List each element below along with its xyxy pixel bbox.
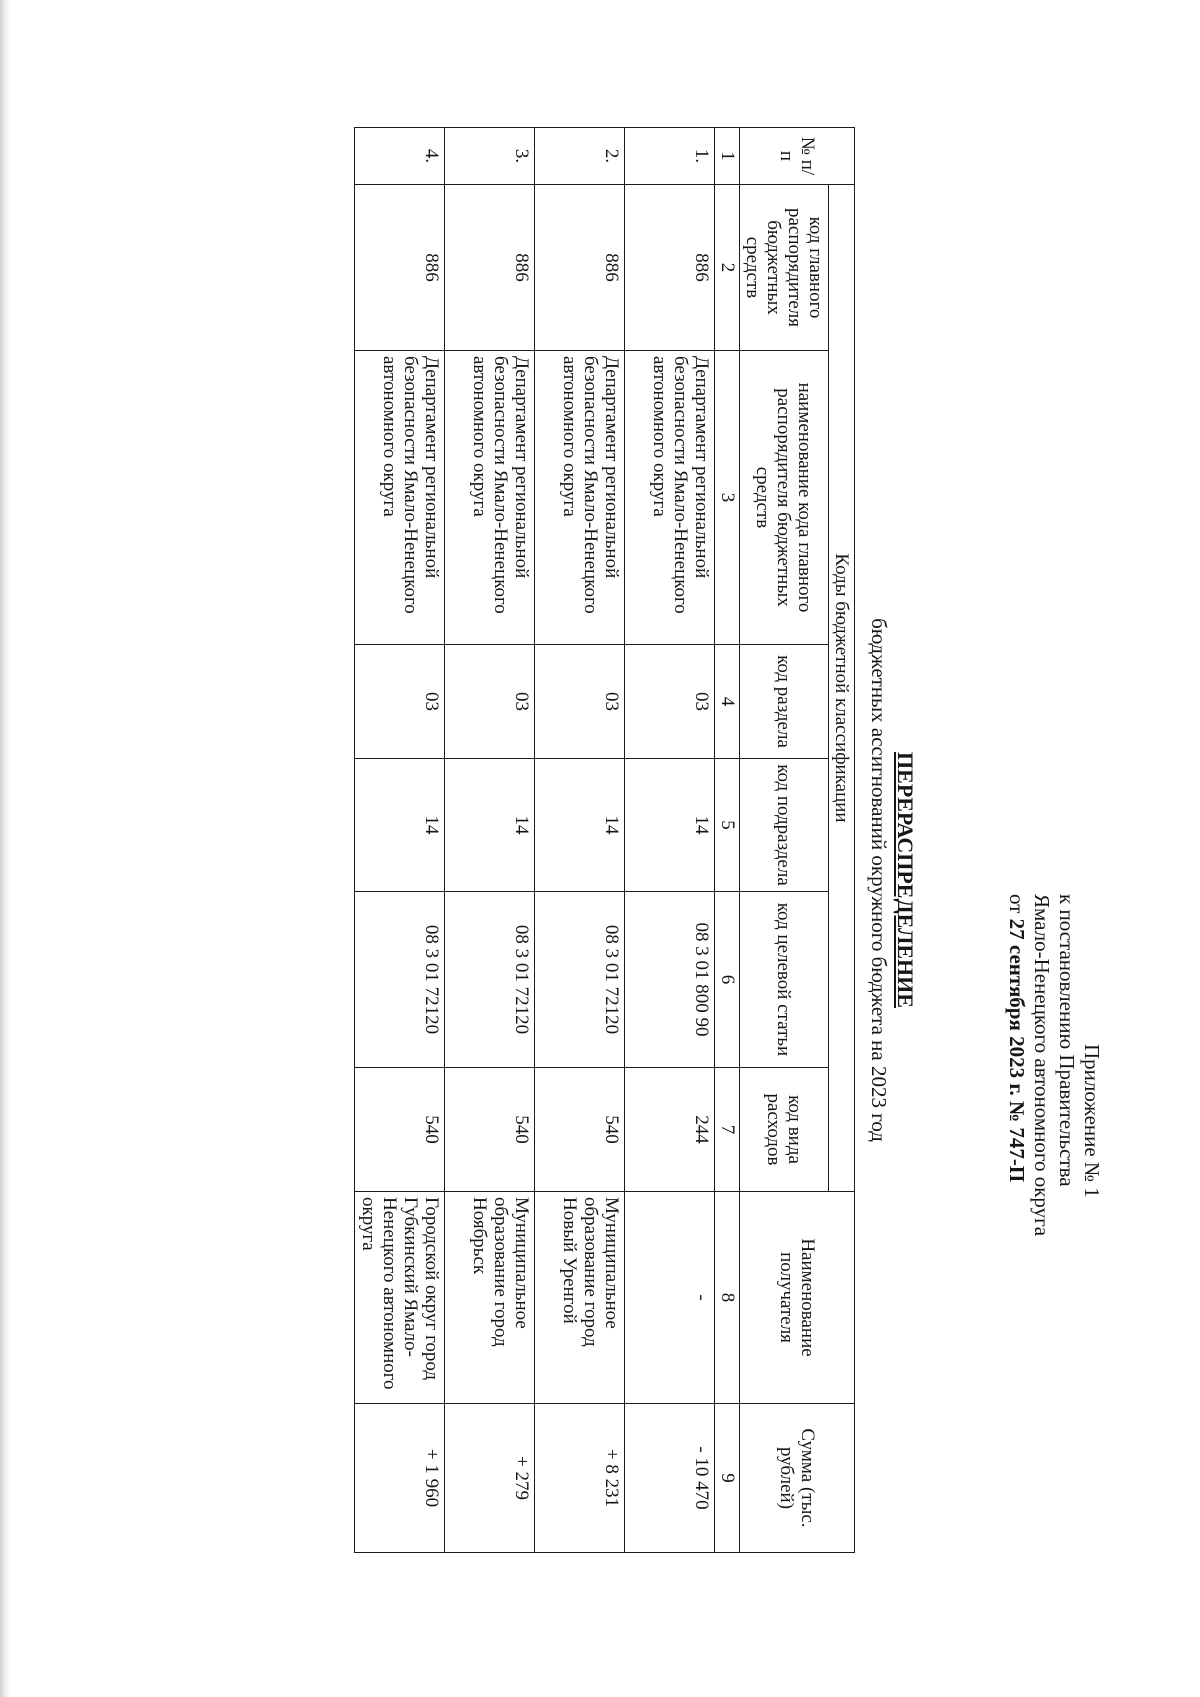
row-subsection: 14 [535,759,625,892]
row-recipient: - [625,1192,715,1404]
row-grbs-name: Департамент региональной безопасности Ямало-Ненецкого автономного округа [445,351,535,645]
appendix-date-prefix: от [1005,894,1029,919]
column-number: 4 [715,645,740,759]
row-num: 1. [625,128,715,185]
row-subsection: 14 [355,759,445,892]
row-subsection: 14 [625,759,715,892]
row-expense-type: 540 [445,1068,535,1192]
row-expense-type: 540 [535,1068,625,1192]
row-subsection: 14 [445,759,535,892]
column-number: 2 [715,185,740,351]
row-section: 03 [625,645,715,759]
table-row [355,128,445,1553]
header-num: № п/п [740,128,855,185]
appendix-region: Ямало-Ненецкого автономного округа [1030,894,1054,1237]
header-amount: Сумма (тыс. рублей) [740,1404,855,1553]
header-expense-type: код вида расходов [740,1068,829,1192]
appendix-date-line [1004,894,1029,1514]
row-recipient: Муниципальное образование город Новый Уренгой [535,1192,625,1404]
row-target: 08 3 01 72120 [535,892,625,1068]
row-num: 4. [355,128,445,185]
table-row [535,128,625,1553]
column-number: 5 [715,759,740,892]
document-subtitle: бюджетных ассигнований окружного бюджета на 2023 год [867,618,891,1142]
appendix-block [1004,894,1104,1514]
header-recipient: Наименование получателя [740,1192,855,1404]
header-subsection: код подраздела [740,759,829,892]
row-grbs-name: Департамент региональной безопасности Ямало-Ненецкого автономного округа [355,351,445,645]
header-section: код раздела [740,645,829,759]
row-target: 08 3 01 800 90 [625,892,715,1068]
column-number: 6 [715,892,740,1068]
header-grbs-code: код главного распорядителя бюджетных средств [740,185,829,351]
column-number: 1 [715,128,740,185]
row-amount: + 279 [445,1404,535,1553]
appendix-date-number: 27 сентября 2023 г. № 747-П [1005,918,1029,1183]
row-grbs-code: 886 [625,185,715,351]
row-grbs-code: 886 [535,185,625,351]
column-number: 7 [715,1068,740,1192]
row-target: 08 3 01 72120 [445,892,535,1068]
column-number: 3 [715,351,740,645]
row-recipient: Муниципальное образование город Ноябрьск [445,1192,535,1404]
row-amount: + 1 960 [355,1404,445,1553]
header-grbs-name: наименование кода главного распорядителя бюджетных средств [740,351,829,645]
row-target: 08 3 01 72120 [355,892,445,1068]
row-section: 03 [445,645,535,759]
row-num: 3. [445,128,535,185]
row-recipient: Городской округ город Губкинский Ямало-Ненецкого автономного округа [355,1192,445,1404]
row-section: 03 [535,645,625,759]
header-target: код целевой статьи [740,892,829,1068]
row-section: 03 [355,645,445,759]
row-expense-type: 244 [625,1068,715,1192]
header-budget-codes: Коды бюджетной классификации [829,185,855,1192]
column-number: 8 [715,1192,740,1404]
row-grbs-name: Департамент региональной безопасности Ямало-Ненецкого автономного округа [625,351,715,645]
row-expense-type: 540 [355,1068,445,1192]
row-grbs-code: 886 [355,185,445,351]
row-amount: + 8 231 [535,1404,625,1553]
table-row [625,128,715,1553]
column-number: 9 [715,1404,740,1553]
row-num: 2. [535,128,625,185]
row-grbs-name: Департамент региональной безопасности Ямало-Ненецкого автономного округа [535,351,625,645]
redistribution-table [354,127,855,1553]
document-title: ПЕРЕРАСПРЕДЕЛЕНИЕ [893,752,918,1008]
row-amount: - 10 470 [625,1404,715,1553]
column-number-row [715,128,740,1553]
table-row [445,128,535,1553]
row-grbs-code: 886 [445,185,535,351]
appendix-number: Приложение № 1 [1080,1044,1104,1198]
appendix-resolution: к постановлению Правительства [1055,894,1079,1187]
